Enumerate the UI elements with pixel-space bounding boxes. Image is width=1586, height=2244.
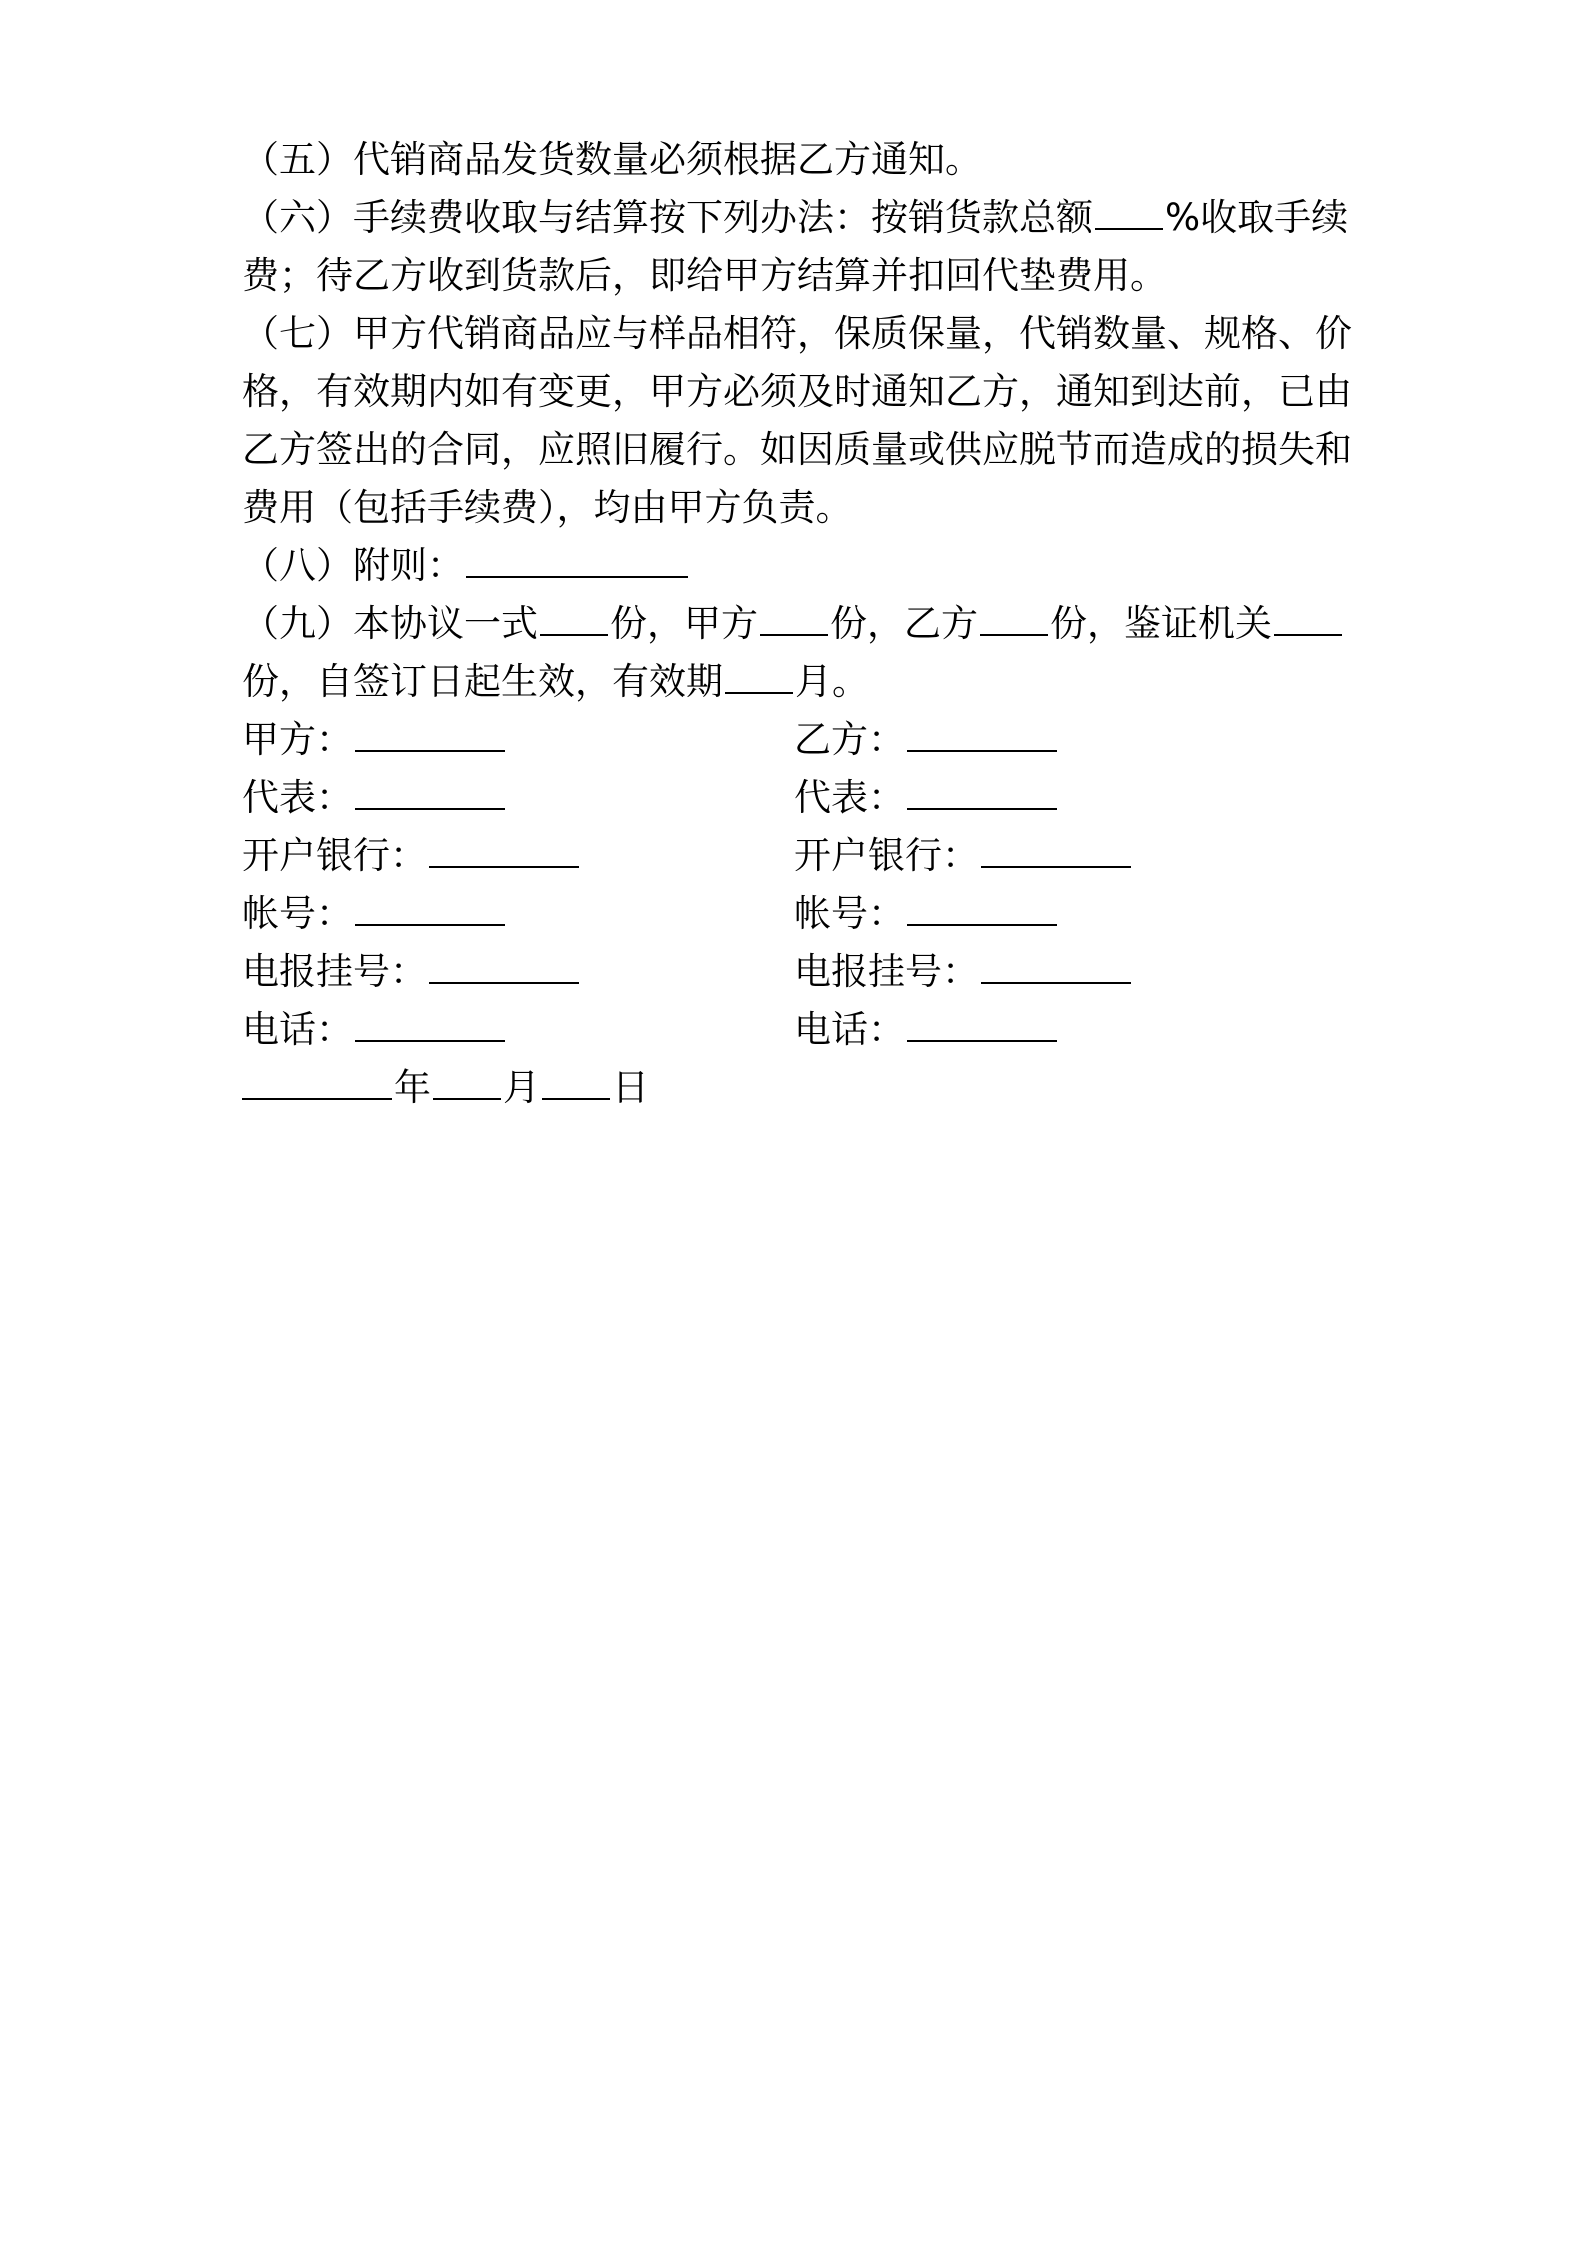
party-b-telegraph-label: 电报挂号： bbox=[794, 950, 979, 993]
clause-eight-text: （八）附则： bbox=[242, 544, 464, 587]
clause-five bbox=[242, 136, 1362, 184]
party-b-bank-label: 开户银行： bbox=[794, 834, 979, 877]
clause-seven-line-3 bbox=[242, 426, 1362, 474]
party-a-telegraph-field bbox=[242, 948, 581, 996]
day-label: 日 bbox=[612, 1066, 649, 1109]
party-b-telegraph-field bbox=[794, 948, 1133, 996]
copies-party-b-blank bbox=[980, 600, 1048, 636]
clause-six-line-1 bbox=[242, 194, 1362, 242]
party-b-account-label: 帐号： bbox=[794, 892, 905, 935]
validity-months-blank bbox=[725, 658, 793, 694]
clause-six-line-2 bbox=[242, 252, 1362, 300]
signature-row-party bbox=[242, 716, 1362, 764]
party-b-blank bbox=[907, 716, 1057, 752]
party-a-phone-blank bbox=[355, 1006, 505, 1042]
copies-notary-blank bbox=[1274, 600, 1342, 636]
party-a-representative-field bbox=[242, 774, 507, 822]
party-b-telegraph-blank bbox=[981, 948, 1131, 984]
party-a-blank bbox=[355, 716, 505, 752]
copies-party-a-blank bbox=[760, 600, 828, 636]
clause-seven-line-1 bbox=[242, 310, 1362, 358]
party-a-telegraph-label: 电报挂号： bbox=[242, 950, 427, 993]
clause-seven-text-4: 费用（包括手续费），均由甲方负责。 bbox=[242, 486, 853, 529]
clause-six-text-2: %收取手续 bbox=[1165, 196, 1349, 239]
clause-nine-text-1: （九）本协议一式 bbox=[242, 602, 538, 645]
signature-row-representative bbox=[242, 774, 1362, 822]
clause-five-text: （五）代销商品发货数量必须根据乙方通知。 bbox=[242, 138, 982, 181]
party-a-account-field bbox=[242, 890, 507, 938]
party-b-phone-label: 电话： bbox=[794, 1008, 905, 1051]
party-a-account-label: 帐号： bbox=[242, 892, 353, 935]
party-a-phone-label: 电话： bbox=[242, 1008, 353, 1051]
appendix-blank bbox=[466, 542, 688, 578]
signature-row-bank bbox=[242, 832, 1362, 880]
year-blank bbox=[242, 1064, 392, 1100]
signature-row-phone bbox=[242, 1006, 1362, 1054]
party-a-representative-blank bbox=[355, 774, 505, 810]
clause-nine-line-1 bbox=[242, 600, 1362, 648]
party-b-bank-field bbox=[794, 832, 1133, 880]
clause-seven-line-2 bbox=[242, 368, 1362, 416]
party-b-representative-field bbox=[794, 774, 1059, 822]
clause-nine-text-5: 份，自签订日起生效，有效期 bbox=[242, 660, 723, 703]
clause-nine-text-3: 份，乙方 bbox=[830, 602, 978, 645]
party-b-phone-field bbox=[794, 1006, 1059, 1054]
clause-nine-line-2 bbox=[242, 658, 1362, 706]
month-blank bbox=[433, 1064, 501, 1100]
clause-nine-text-2: 份，甲方 bbox=[610, 602, 758, 645]
signature-row-account bbox=[242, 890, 1362, 938]
fee-percent-blank bbox=[1095, 194, 1163, 230]
clause-six-text-3: 费；待乙方收到货款后，即给甲方结算并扣回代垫费用。 bbox=[242, 254, 1167, 297]
clause-seven-text-1: （七）甲方代销商品应与样品相符，保质保量，代销数量、规格、价 bbox=[242, 312, 1352, 355]
party-b-field bbox=[794, 716, 1059, 764]
party-b-label: 乙方： bbox=[794, 718, 905, 761]
day-blank bbox=[542, 1064, 610, 1100]
year-label: 年 bbox=[394, 1066, 431, 1109]
party-a-label: 甲方： bbox=[242, 718, 353, 761]
party-a-representative-label: 代表： bbox=[242, 776, 353, 819]
clause-nine-text-4: 份，鉴证机关 bbox=[1050, 602, 1272, 645]
month-label: 月 bbox=[503, 1066, 540, 1109]
clause-six-text-1: （六）手续费收取与结算按下列办法：按销货款总额 bbox=[242, 196, 1093, 239]
clause-nine-text-6: 月。 bbox=[795, 660, 869, 703]
clause-seven-text-3: 乙方签出的合同，应照旧履行。如因质量或供应脱节而造成的损失和 bbox=[242, 428, 1352, 471]
party-b-account-blank bbox=[907, 890, 1057, 926]
party-a-account-blank bbox=[355, 890, 505, 926]
party-b-representative-label: 代表： bbox=[794, 776, 905, 819]
party-b-phone-blank bbox=[907, 1006, 1057, 1042]
party-a-bank-label: 开户银行： bbox=[242, 834, 427, 877]
party-b-account-field bbox=[794, 890, 1059, 938]
date-line bbox=[242, 1064, 1362, 1112]
party-a-bank-blank bbox=[429, 832, 579, 868]
party-a-telegraph-blank bbox=[429, 948, 579, 984]
clause-seven-line-4 bbox=[242, 484, 1362, 532]
party-a-field bbox=[242, 716, 507, 764]
party-b-bank-blank bbox=[981, 832, 1131, 868]
party-b-representative-blank bbox=[907, 774, 1057, 810]
copies-total-blank bbox=[540, 600, 608, 636]
clause-seven-text-2: 格，有效期内如有变更，甲方必须及时通知乙方，通知到达前，已由 bbox=[242, 370, 1352, 413]
party-a-bank-field bbox=[242, 832, 581, 880]
signature-row-telegraph bbox=[242, 948, 1362, 996]
clause-eight bbox=[242, 542, 1362, 590]
party-a-phone-field bbox=[242, 1006, 507, 1054]
